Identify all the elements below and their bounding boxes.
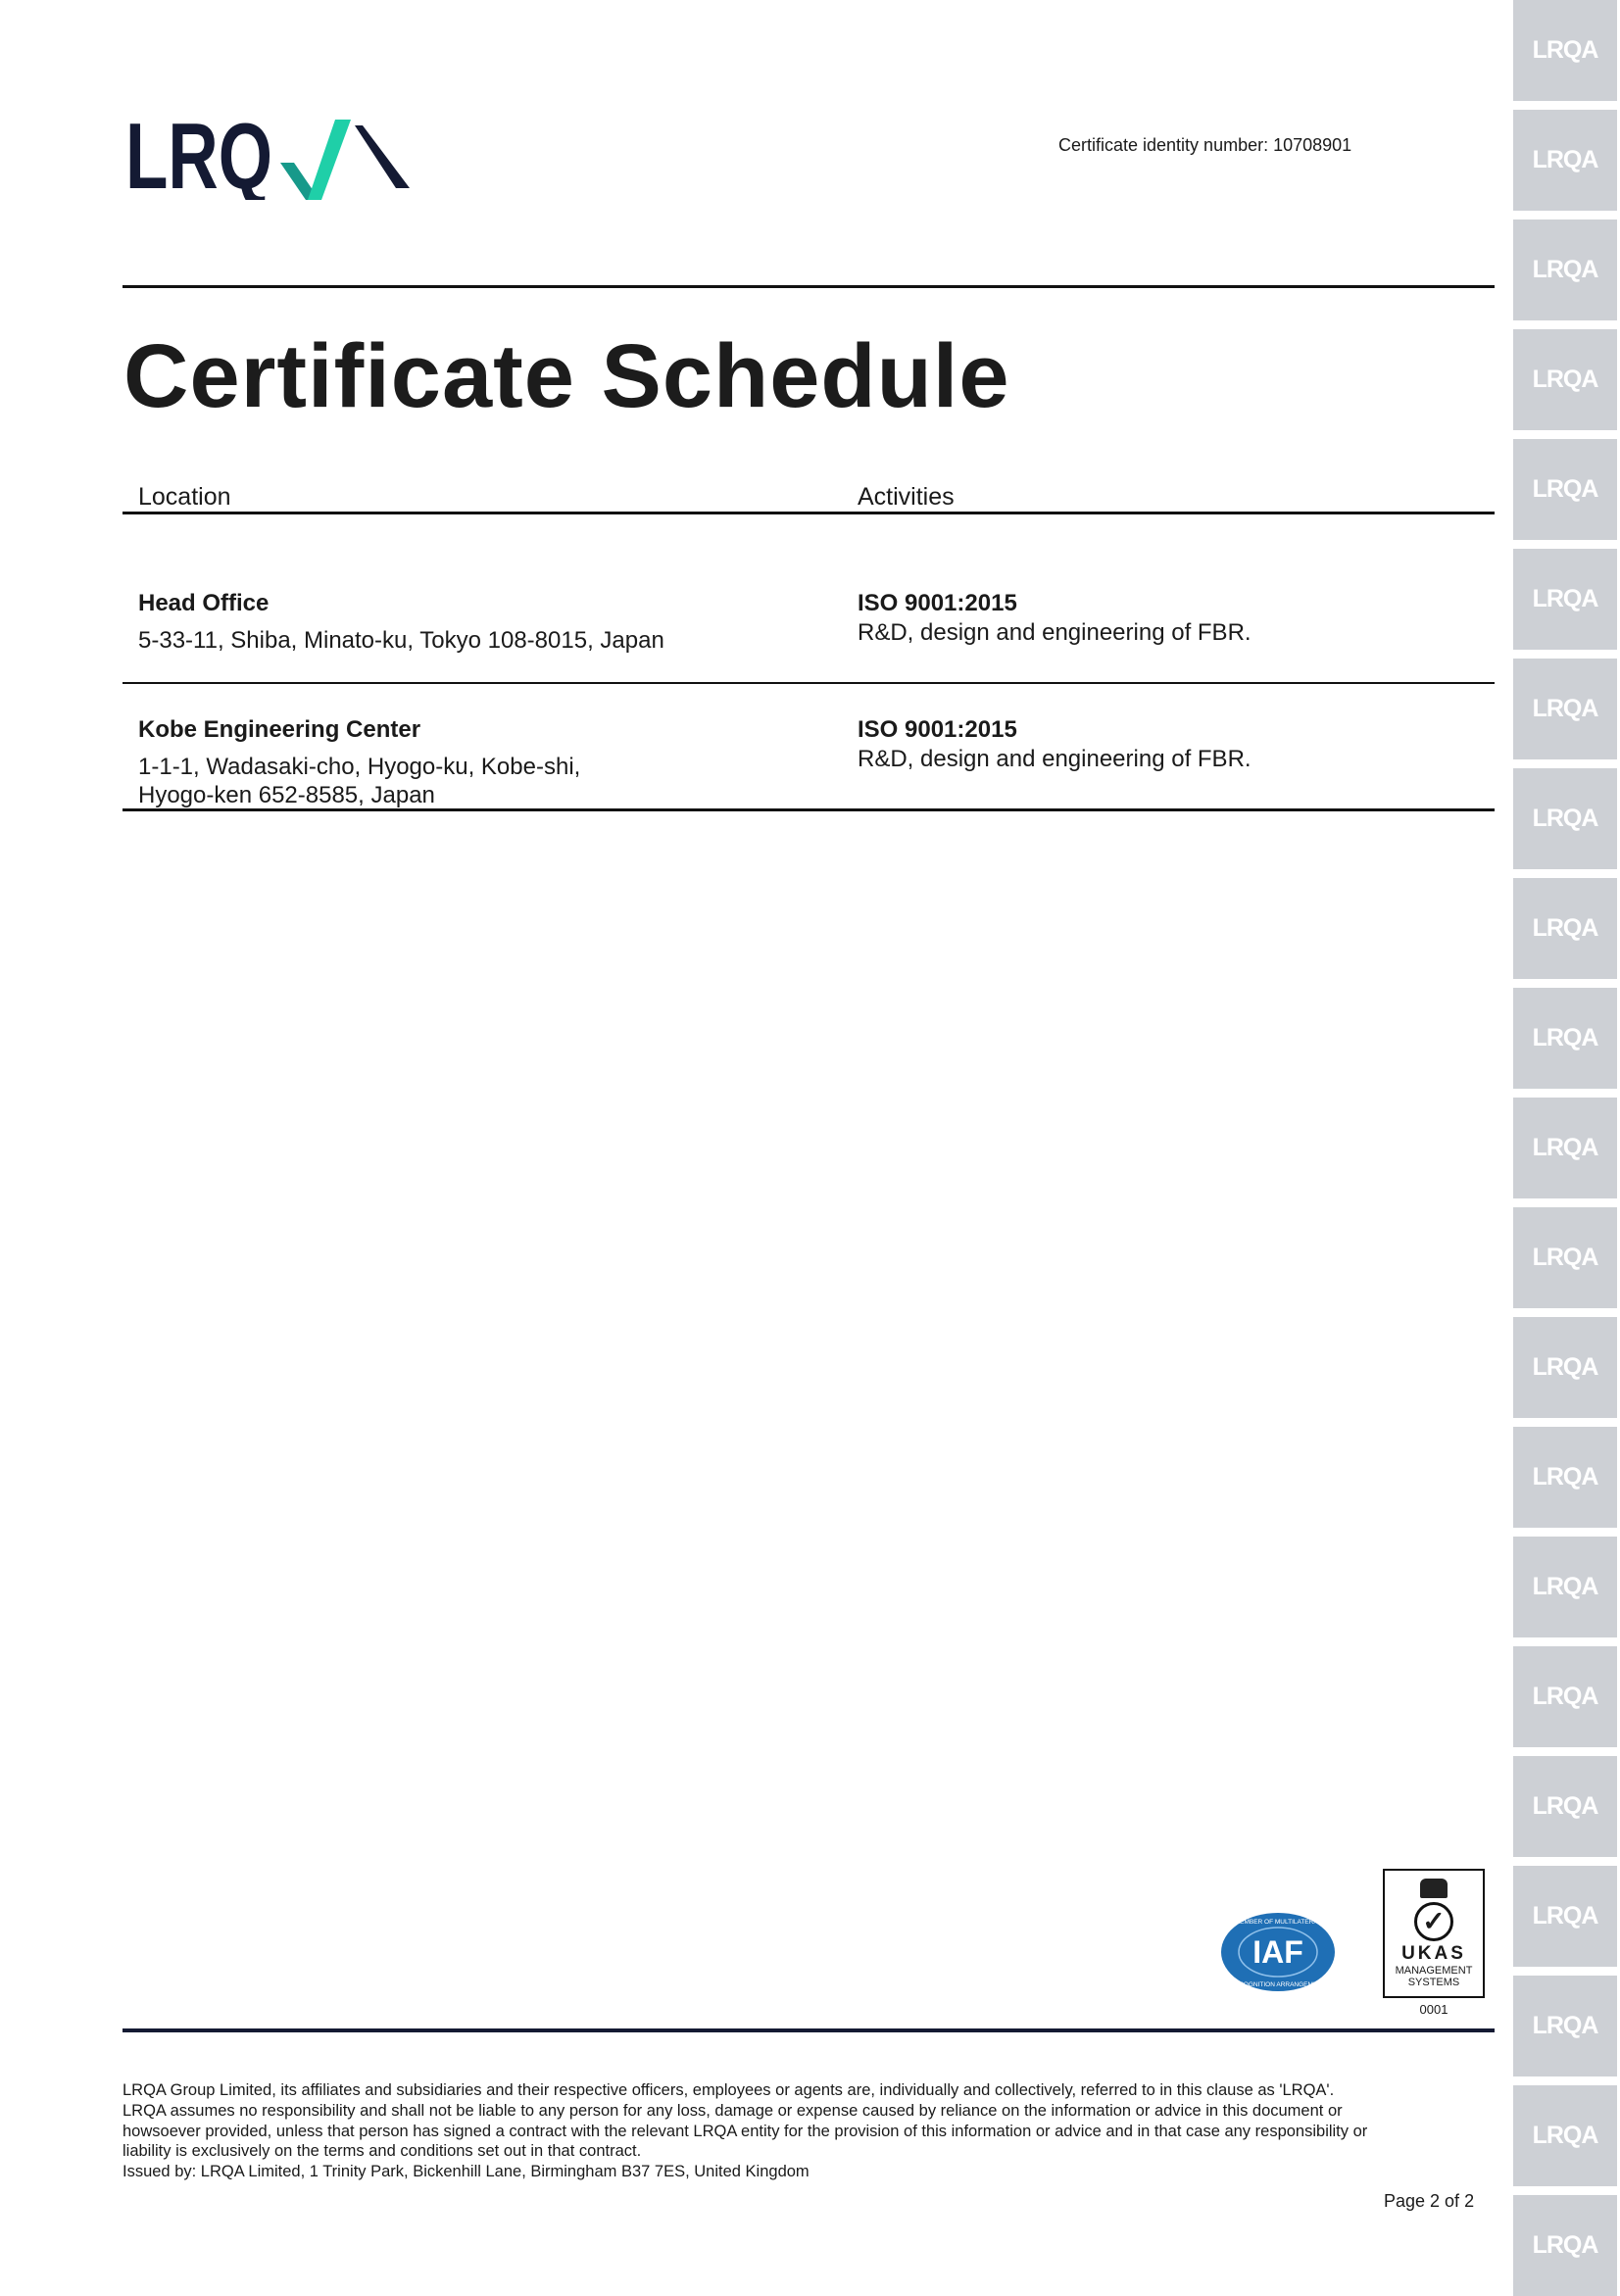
sidebar-logo-tile: LRQA	[1513, 549, 1617, 650]
sidebar-logo-tile: LRQA	[1513, 659, 1617, 759]
sidebar-logo-tile: LRQA	[1513, 0, 1617, 101]
sidebar-logo-tile: LRQA	[1513, 1976, 1617, 2076]
certificate-id-value: 10708901	[1273, 135, 1352, 155]
activity: R&D, design and engineering of FBR.	[858, 619, 1252, 646]
sidebar-logo-tile: LRQA	[1513, 1537, 1617, 1637]
footer-disclaimer	[123, 2080, 1514, 2182]
sidebar-logo-tile: LRQA	[1513, 1098, 1617, 1198]
page-title: Certificate Schedule	[123, 326, 1010, 426]
standard: ISO 9001:2015	[858, 590, 1017, 616]
sidebar-logo-tile: LRQA	[1513, 2195, 1617, 2296]
standard: ISO 9001:2015	[858, 716, 1017, 743]
sidebar-logo-tile: LRQA	[1513, 2085, 1617, 2186]
sidebar-logo-tile: LRQA	[1513, 220, 1617, 320]
sidebar-logo-tile: LRQA	[1513, 1866, 1617, 1967]
crown-icon	[1420, 1879, 1448, 1898]
footer-line: LRQA assumes no responsibility and shall not be liable to any person for any loss, damage or expense caused by reliance on the information or advice in this document or	[123, 2101, 1343, 2120]
check-icon: ✓	[1414, 1902, 1453, 1941]
top-divider	[123, 285, 1495, 288]
sidebar-logo-tile: LRQA	[1513, 1207, 1617, 1308]
certificate-id	[1058, 135, 1351, 156]
location-address-line: Hyogo-ken 652-8585, Japan	[138, 782, 435, 808]
header-location: Location	[138, 483, 231, 511]
table-bottom-divider	[123, 808, 1495, 811]
svg-text:LRQ: LRQ	[125, 116, 272, 200]
footer-divider	[123, 2028, 1495, 2032]
header-divider	[123, 512, 1495, 514]
location-name: Head Office	[138, 590, 270, 616]
svg-text:IAF: IAF	[1252, 1934, 1303, 1970]
row-divider	[123, 682, 1495, 684]
ukas-logo	[1383, 1869, 1485, 1998]
lrqa-logo	[125, 116, 412, 200]
sidebar-logo-tile: LRQA	[1513, 878, 1617, 979]
footer-line: howsoever provided, unless that person has signed a contract with the relevant LRQA entity for the provision of this information or advice and in that case any responsibility or	[123, 2122, 1368, 2140]
svg-text:MEMBER OF MULTILATERAL: MEMBER OF MULTILATERAL	[1234, 1919, 1322, 1926]
sidebar-logo-tile: LRQA	[1513, 439, 1617, 540]
sidebar-logo-tile: LRQA	[1513, 1427, 1617, 1528]
iaf-logo	[1219, 1911, 1337, 1998]
ukas-number: 0001	[1419, 2002, 1448, 2017]
sidebar-logo-tile: LRQA	[1513, 1756, 1617, 1857]
location-address: 5-33-11, Shiba, Minato-ku, Tokyo 108-8015, Japan	[138, 627, 664, 654]
footer-line: Issued by: LRQA Limited, 1 Trinity Park, Bickenhill Lane, Birmingham B37 7ES, United Kingdom	[123, 2163, 810, 2181]
footer-line: liability is exclusively on the terms and conditions set out in that contract.	[123, 2142, 642, 2161]
header-activities: Activities	[858, 483, 955, 511]
location-name: Kobe Engineering Center	[138, 716, 421, 743]
certificate-id-label: Certificate identity number:	[1058, 135, 1269, 155]
ukas-line2: SYSTEMS	[1407, 1977, 1460, 1988]
sidebar-logo-tile: LRQA	[1513, 1646, 1617, 1747]
activity: R&D, design and engineering of FBR.	[858, 746, 1252, 772]
ukas-title: UKAS	[1401, 1943, 1466, 1964]
sidebar-logo-tile: LRQA	[1513, 110, 1617, 211]
location-address-line: 1-1-1, Wadasaki-cho, Hyogo-ku, Kobe-shi,	[138, 754, 581, 780]
svg-text:RECOGNITION ARRANGEMENT: RECOGNITION ARRANGEMENT	[1230, 1981, 1326, 1988]
ukas-line1: MANAGEMENT	[1395, 1965, 1473, 1977]
sidebar-logo-tile: LRQA	[1513, 988, 1617, 1089]
sidebar-logo-tile: LRQA	[1513, 768, 1617, 869]
sidebar-logo-tile: LRQA	[1513, 1317, 1617, 1418]
sidebar-logo-tile: LRQA	[1513, 329, 1617, 430]
footer-line: LRQA Group Limited, its affiliates and subsidiaries and their respective officers, employees or agents are, individually and collectively, referred to in this clause as 'LRQA'.	[123, 2081, 1335, 2099]
page-number: Page 2 of 2	[1384, 2191, 1475, 2211]
